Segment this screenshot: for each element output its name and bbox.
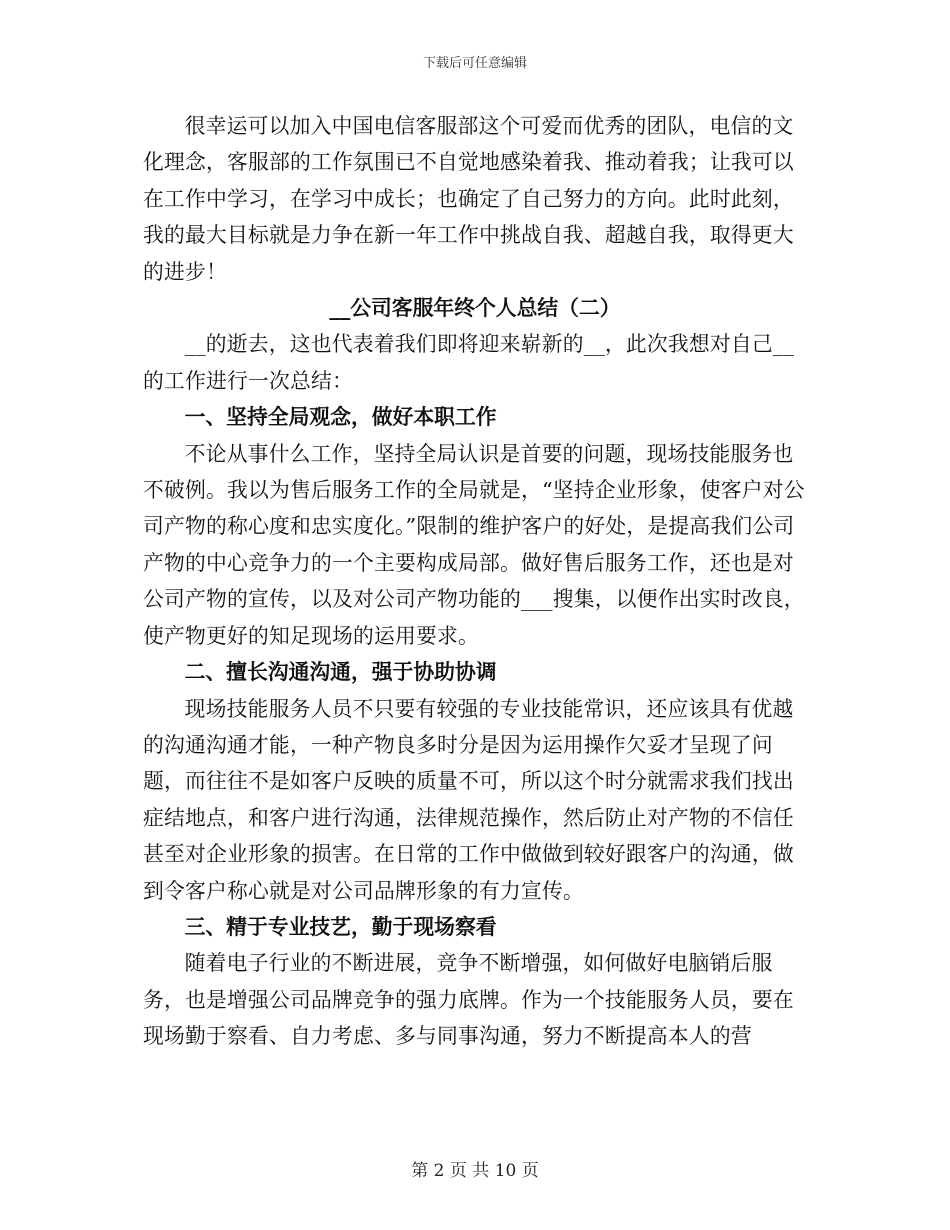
paragraph-2: 现场技能服务人员不只要有较强的专业技能常识，还应该具有优越的沟通沟通才能，一种产物良多时分是因为运用操作欠妥才呈现了问题，而往往不是如客户反映的质量不可，所以这个时分就需求我们找出症结地点，和客户进行沟通，法律规范操作，然后防止对产物的不信任甚至对企业形象的损害。在日常的工作中做做到较好跟客户的沟通，做到令客户称心就是对公司品牌形象的有力宣传。 — [143, 696, 794, 903]
paragraph-1: 不论从事什么工作，坚持全局认识是首要的问题，现场技能服务也不破例。我以为售后服务工作的全局就是，“坚持企业形象，使客户对公司产物的称心度和忠实度化。”限制的维护客户的好处，是提高我们公司产物的中心竞争力的一个主要构成局部。做好售后服务工作，还也是对公司产物的宣传，以及对公司产物功能的___搜集，以便作出实时改良，使产物更好的知足现场的运用要求。 — [143, 441, 805, 648]
header-note: 下载后可任意编辑 — [422, 56, 527, 71]
page-number: 第 2 页 共 10 页 — [411, 1161, 539, 1181]
section-title: __公司客服年终个人总结（二） — [329, 296, 621, 321]
paragraph-3: 随着电子行业的不断进展，竞争不断增强，如何做好电脑销后服务，也是增强公司品牌竞争的强力底牌。作为一个技能服务人员，要在现场勤于察看、自力考虑、多与同事沟通，努力不断提高本人的营 — [143, 951, 794, 1049]
heading-3: 三、精于专业技艺，勤于现场察看 — [184, 914, 497, 939]
document-body — [143, 108, 807, 1055]
paragraph-intro: 很幸运可以加入中国电信客服部这个可爱而优秀的团队，电信的文化理念，客服部的工作氛围已不自觉地感染着我、推动着我；让我可以在工作中学习，在学习中成长；也确定了自己努力的方向。此时此刻，我的最大目标就是力争在新一年工作中挑战自我、超越自我，取得更大的进步！ — [143, 114, 794, 284]
paragraph-opening: __的逝去，这也代表着我们即将迎来崭新的__，此次我想对自己__的工作进行一次总结： — [143, 332, 795, 393]
heading-2: 二、擅长沟通沟通，强于协助协调 — [184, 660, 497, 685]
heading-1: 一、坚持全局观念，做好本职工作 — [184, 405, 497, 430]
